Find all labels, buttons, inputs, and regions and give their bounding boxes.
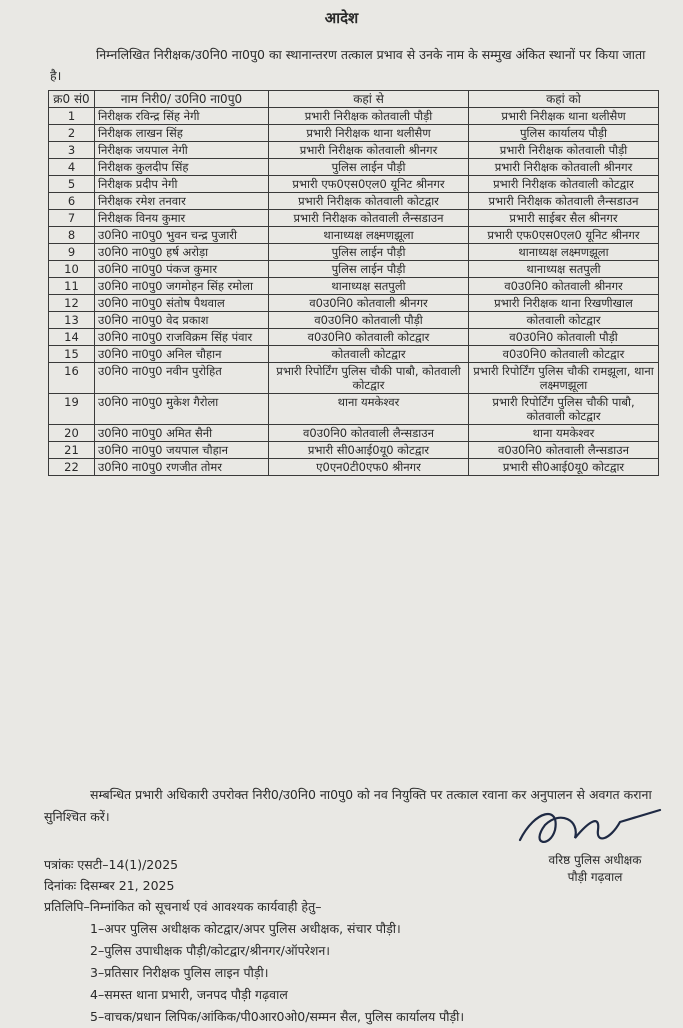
cell-from: पुलिस लाईन पौड़ी: [269, 159, 469, 176]
cell-name: उ0नि0 ना0पु0 जगमोहन सिंह रमोला: [95, 278, 269, 295]
signature-icon: [500, 800, 670, 860]
cell-name: उ0नि0 ना0पु0 जयपाल चौहान: [95, 442, 269, 459]
cell-sn: 14: [49, 329, 95, 346]
cell-sn: 3: [49, 142, 95, 159]
cell-to: थाना यमकेश्वर: [469, 425, 659, 442]
cell-from: थानाध्यक्ष लक्ष्मणझूला: [269, 227, 469, 244]
table-row: [49, 193, 659, 210]
cell-name: उ0नि0 ना0पु0 हर्ष अरोड़ा: [95, 244, 269, 261]
cell-from: व0उ0नि0 कोतवाली श्रीनगर: [269, 295, 469, 312]
cell-sn: 7: [49, 210, 95, 227]
table-row: [49, 210, 659, 227]
copy-list: [44, 896, 664, 1028]
copy-item: 5–वाचक/प्रधान लिपिक/आंकिक/पी0आर0ओ0/सम्मन सैल, पुलिस कार्यालय पौड़ी।: [90, 1009, 465, 1024]
cell-sn: 4: [49, 159, 95, 176]
signature-block: [480, 800, 670, 890]
cell-name: उ0नि0 ना0पु0 अमित सैनी: [95, 425, 269, 442]
cell-to: थानाध्यक्ष लक्ष्मणझूला: [469, 244, 659, 261]
reference-number: पत्रांकः एसटी–14(1)/2025: [44, 857, 179, 872]
cell-name: उ0नि0 ना0पु0 भुवन चन्द्र पुजारी: [95, 227, 269, 244]
cell-sn: 20: [49, 425, 95, 442]
cell-sn: 22: [49, 459, 95, 476]
cell-to: प्रभारी निरीक्षक कोतवाली कोटद्वार: [469, 176, 659, 193]
header-sn: क्र0 सं0: [49, 91, 95, 108]
cell-name: निरीक्षक रविन्द्र सिंह नेगी: [95, 108, 269, 125]
cell-sn: 13: [49, 312, 95, 329]
cell-to: प्रभारी एफ0एस0एल0 यूनिट श्रीनगर: [469, 227, 659, 244]
header-name: नाम निरी0/ उ0नि0 ना0पु0: [95, 91, 269, 108]
cell-name: उ0नि0 ना0पु0 मुकेश गैरोला: [95, 394, 269, 425]
cell-name: निरीक्षक विनय कुमार: [95, 210, 269, 227]
cell-name: उ0नि0 ना0पु0 वेद प्रकाश: [95, 312, 269, 329]
cell-to: व0उ0नि0 कोतवाली पौड़ी: [469, 329, 659, 346]
cell-to: प्रभारी रिपोर्टिंग पुलिस चौकी रामझूला, थाना लक्ष्मणझूला: [469, 363, 659, 394]
table-row: [49, 394, 659, 425]
cell-from: प्रभारी निरीक्षक कोतवाली पौड़ी: [269, 108, 469, 125]
cell-name: उ0नि0 ना0पु0 पंकज कुमार: [95, 261, 269, 278]
cell-from: व0उ0नि0 कोतवाली पौड़ी: [269, 312, 469, 329]
table-row: [49, 442, 659, 459]
table-row: [49, 363, 659, 394]
cell-name: निरीक्षक लाखन सिंह: [95, 125, 269, 142]
cell-sn: 5: [49, 176, 95, 193]
cell-from: प्रभारी निरीक्षक थाना थलीसैण: [269, 125, 469, 142]
transfer-table: [48, 90, 659, 476]
cell-name: निरीक्षक प्रदीप नेगी: [95, 176, 269, 193]
cell-to: थानाध्यक्ष सतपुली: [469, 261, 659, 278]
table-row: [49, 261, 659, 278]
intro-paragraph: [50, 44, 660, 86]
table-row: [49, 108, 659, 125]
cell-from: थानाध्यक्ष सतपुली: [269, 278, 469, 295]
cell-from: व0उ0नि0 कोतवाली लैन्सडाउन: [269, 425, 469, 442]
cell-to: प्रभारी निरीक्षक थाना रिखणीखाल: [469, 295, 659, 312]
copy-item: 2–पुलिस उपाधीक्षक पौड़ी/कोटद्वार/श्रीनगर/ऑपरेशन।: [90, 943, 331, 958]
cell-to: प्रभारी साईबर सैल श्रीनगर: [469, 210, 659, 227]
cell-from: पुलिस लाईन पौड़ी: [269, 244, 469, 261]
table-row: [49, 295, 659, 312]
cell-from: पुलिस लाईन पौड़ी: [269, 261, 469, 278]
table-row: [49, 346, 659, 363]
table-row: [49, 459, 659, 476]
cell-to: प्रभारी निरीक्षक कोतवाली श्रीनगर: [469, 159, 659, 176]
intro-text: निम्नलिखित निरीक्षक/उ0नि0 ना0पु0 का स्थानान्तरण तत्काल प्रभाव से उनके नाम के सम्मुख अंकित स्थानों पर किया जाता है।: [50, 47, 646, 83]
cell-to: प्रभारी सी0आई0यू0 कोटद्वार: [469, 459, 659, 476]
table-row: [49, 176, 659, 193]
cell-name: उ0नि0 ना0पु0 नवीन पुरोहित: [95, 363, 269, 394]
cell-sn: 10: [49, 261, 95, 278]
table-row: [49, 329, 659, 346]
cell-to: पुलिस कार्यालय पौड़ी: [469, 125, 659, 142]
header-from: कहां से: [269, 91, 469, 108]
cell-name: उ0नि0 ना0पु0 अनिल चौहान: [95, 346, 269, 363]
cell-from: थाना यमकेश्वर: [269, 394, 469, 425]
cell-to: व0उ0नि0 कोतवाली कोटद्वार: [469, 346, 659, 363]
cell-from: प्रभारी निरीक्षक कोतवाली कोटद्वार: [269, 193, 469, 210]
cell-to: व0उ0नि0 कोतवाली लैन्सडाउन: [469, 442, 659, 459]
cell-name: उ0नि0 ना0पु0 राजविक्रम सिंह पंवार: [95, 329, 269, 346]
cell-sn: 8: [49, 227, 95, 244]
cell-sn: 16: [49, 363, 95, 394]
cell-to: प्रभारी निरीक्षक कोतवाली पौड़ी: [469, 142, 659, 159]
copy-item: 1–अपर पुलिस अधीक्षक कोटद्वार/अपर पुलिस अधीक्षक, संचार पौड़ी।: [90, 921, 401, 936]
table-row: [49, 244, 659, 261]
cell-sn: 15: [49, 346, 95, 363]
cell-from: प्रभारी निरीक्षक कोतवाली लैन्सडाउन: [269, 210, 469, 227]
transfer-table-body: [49, 108, 659, 476]
copy-item: 4–समस्त थाना प्रभारी, जनपद पौड़ी गढ़वाल: [90, 987, 288, 1002]
cell-sn: 19: [49, 394, 95, 425]
header-to: कहां को: [469, 91, 659, 108]
cell-sn: 21: [49, 442, 95, 459]
cell-from: ए0एन0टी0एफ0 श्रीनगर: [269, 459, 469, 476]
cell-sn: 12: [49, 295, 95, 312]
order-date: दिनांकः दिसम्बर 21, 2025: [44, 878, 175, 893]
footer-text: सम्बन्धित प्रभारी अधिकारी उपरोक्त निरी0/उ0नि0 ना0पु0 को नव नियुक्ति पर तत्काल रवाना कर अनुपालन से अवगत कराना सुनिश्चित करें।: [44, 787, 652, 824]
copy-item: 3–प्रतिसार निरीक्षक पुलिस लाइन पौड़ी।: [90, 965, 269, 980]
cell-sn: 1: [49, 108, 95, 125]
table-row: [49, 125, 659, 142]
cell-to: प्रभारी निरीक्षक थाना थलीसैण: [469, 108, 659, 125]
cell-to: प्रभारी निरीक्षक कोतवाली लैन्सडाउन: [469, 193, 659, 210]
table-row: [49, 227, 659, 244]
cell-sn: 9: [49, 244, 95, 261]
table-header-row: [49, 91, 659, 108]
cell-to: प्रभारी रिपोर्टिंग पुलिस चौकी पाबौ, कोतवाली कोटद्वार: [469, 394, 659, 425]
page-title: आदेश: [324, 9, 359, 27]
cell-from: कोतवाली कोटद्वार: [269, 346, 469, 363]
cell-name: निरीक्षक जयपाल नेगी: [95, 142, 269, 159]
copy-intro: प्रतिलिपि–निम्नांकित को सूचनार्थ एवं आवश्यक कार्यवाही हेतु–: [44, 899, 322, 914]
table-row: [49, 425, 659, 442]
table-row: [49, 278, 659, 295]
cell-from: प्रभारी एफ0एस0एल0 यूनिट श्रीनगर: [269, 176, 469, 193]
cell-from: प्रभारी रिपोर्टिंग पुलिस चौकी पाबौ, कोतवाली कोटद्वार: [269, 363, 469, 394]
cell-sn: 6: [49, 193, 95, 210]
cell-from: प्रभारी निरीक्षक कोतवाली श्रीनगर: [269, 142, 469, 159]
table-row: [49, 142, 659, 159]
cell-sn: 2: [49, 125, 95, 142]
cell-to: कोतवाली कोटद्वार: [469, 312, 659, 329]
cell-name: उ0नि0 ना0पु0 रणजीत तोमर: [95, 459, 269, 476]
cell-name: उ0नि0 ना0पु0 संतोष पैथवाल: [95, 295, 269, 312]
cell-sn: 11: [49, 278, 95, 295]
cell-name: निरीक्षक रमेश तनवार: [95, 193, 269, 210]
signatory-line1: वरिष्ठ पुलिस अधीक्षक: [548, 853, 642, 867]
signatory-designation: [520, 852, 670, 886]
cell-from: व0उ0नि0 कोतवाली कोटद्वार: [269, 329, 469, 346]
cell-to: व0उ0नि0 कोतवाली श्रीनगर: [469, 278, 659, 295]
signatory-line2: पौड़ी गढ़वाल: [567, 870, 623, 884]
table-row: [49, 312, 659, 329]
cell-name: निरीक्षक कुलदीप सिंह: [95, 159, 269, 176]
table-row: [49, 159, 659, 176]
cell-from: प्रभारी सी0आई0यू0 कोटद्वार: [269, 442, 469, 459]
